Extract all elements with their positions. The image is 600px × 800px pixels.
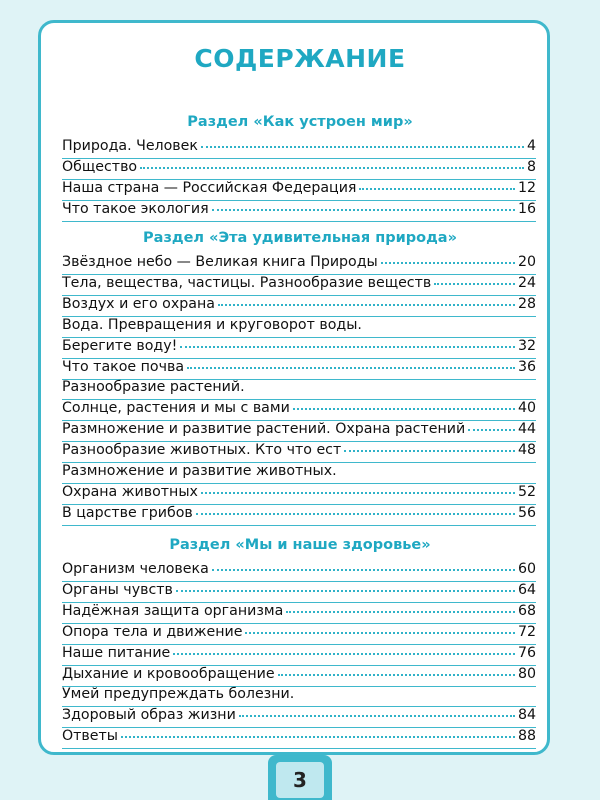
page-title: СОДЕРЖАНИЕ bbox=[194, 44, 406, 73]
toc-entry-title: Организм человека bbox=[62, 561, 209, 577]
toc-entry[interactable] bbox=[62, 582, 536, 603]
dot-leader bbox=[245, 632, 514, 634]
toc-entry-title: Размножение и развитие растений. Охрана растений bbox=[62, 421, 466, 438]
toc-entry-title: Звёздное небо — Великая книга Природы bbox=[62, 254, 378, 270]
toc-entry-page: 84 bbox=[517, 707, 536, 724]
toc-entry[interactable] bbox=[62, 359, 536, 380]
toc-entry-title: Опора тела и движение bbox=[62, 623, 243, 640]
toc-entry-title: Тела, вещества, частицы. Разнообразие веществ bbox=[62, 274, 432, 291]
toc-entry-page: 48 bbox=[517, 442, 536, 459]
toc-entry-title: Берегите воду! bbox=[62, 337, 178, 354]
toc-entry-page: 88 bbox=[517, 728, 536, 745]
toc-entry-title: Ответы bbox=[62, 728, 118, 745]
dot-leader bbox=[239, 715, 515, 717]
toc-entry[interactable] bbox=[62, 379, 536, 400]
toc-entry-title: Надёжная защита организма bbox=[62, 602, 284, 619]
toc-entry-page: 20 bbox=[517, 254, 536, 270]
toc-entry-page: 28 bbox=[517, 295, 536, 312]
dot-leader bbox=[212, 569, 515, 571]
row-divider bbox=[62, 221, 536, 222]
toc-entry-title: Размножение и развитие животных. bbox=[62, 463, 337, 479]
toc-entry-title: Дыхание и кровообращение bbox=[62, 665, 275, 682]
toc-entry[interactable] bbox=[62, 728, 536, 749]
dot-leader bbox=[278, 674, 515, 676]
toc-entry-title: Разнообразие растений. bbox=[62, 379, 245, 396]
toc-entry[interactable] bbox=[62, 505, 536, 526]
dot-leader bbox=[293, 408, 515, 410]
section-heading: Раздел «Мы и наше здоровье» bbox=[169, 537, 431, 553]
toc-entry-title: Вода. Превращения и круговорот воды. bbox=[62, 316, 362, 333]
row-divider bbox=[62, 748, 536, 749]
toc-entry-title: Воздух и его охрана bbox=[62, 295, 215, 312]
toc-entry-title: Охрана животных bbox=[62, 483, 198, 500]
page-number: 3 bbox=[276, 762, 324, 798]
toc-entry[interactable] bbox=[62, 666, 536, 687]
toc-entry[interactable] bbox=[62, 686, 536, 707]
toc-entry-title: Разнообразие животных. Кто что ест bbox=[62, 442, 342, 459]
toc-entry[interactable] bbox=[62, 442, 536, 463]
dot-leader bbox=[173, 653, 515, 655]
dot-leader bbox=[201, 146, 524, 148]
toc-entry-page: 64 bbox=[517, 581, 536, 598]
toc-entry-page: 72 bbox=[517, 623, 536, 640]
dot-leader bbox=[212, 209, 515, 211]
toc-entry-page: 16 bbox=[517, 200, 536, 217]
toc-entry-page: 32 bbox=[517, 337, 536, 354]
toc-entry-page: 4 bbox=[526, 138, 536, 154]
toc-entry-title: Что такое почва bbox=[62, 358, 185, 375]
toc-entry-page: 80 bbox=[517, 665, 536, 682]
toc-entry[interactable] bbox=[62, 421, 536, 442]
toc-entry[interactable] bbox=[62, 561, 536, 582]
toc-entry-title: Что такое экология bbox=[62, 200, 209, 217]
section-heading: Раздел «Как устроен мир» bbox=[187, 114, 413, 130]
toc-entry-page: 76 bbox=[517, 644, 536, 661]
toc-entry-title: Наша страна — Российская Федерация bbox=[62, 179, 357, 196]
toc-entry-page: 52 bbox=[517, 483, 536, 500]
toc-entry[interactable] bbox=[62, 603, 536, 624]
toc-entry[interactable] bbox=[62, 338, 536, 359]
toc-entry[interactable] bbox=[62, 159, 536, 180]
toc-entry[interactable] bbox=[62, 317, 536, 338]
dot-leader bbox=[218, 304, 515, 306]
section-heading: Раздел «Эта удивительная природа» bbox=[143, 230, 457, 246]
toc-entry[interactable] bbox=[62, 400, 536, 421]
toc-entry[interactable] bbox=[62, 645, 536, 666]
toc-entry[interactable] bbox=[62, 707, 536, 728]
toc-entry-page: 40 bbox=[517, 400, 536, 417]
toc-entry-title: В царстве грибов bbox=[62, 504, 193, 521]
dot-leader bbox=[434, 283, 515, 285]
dot-leader bbox=[381, 262, 515, 264]
dot-leader bbox=[196, 513, 515, 515]
toc-entry-title: Здоровый образ жизни bbox=[62, 707, 236, 724]
toc-entry[interactable] bbox=[62, 463, 536, 484]
toc-entry-page: 56 bbox=[517, 504, 536, 521]
toc-entry-title: Органы чувств bbox=[62, 581, 173, 598]
toc-entry-page: 68 bbox=[517, 602, 536, 619]
toc-entry[interactable] bbox=[62, 296, 536, 317]
toc-entry[interactable] bbox=[62, 275, 536, 296]
dot-leader bbox=[121, 736, 515, 738]
dot-leader bbox=[344, 450, 515, 452]
dot-leader bbox=[359, 188, 514, 190]
toc-entry-title: Природа. Человек bbox=[62, 138, 198, 154]
toc-entry-page: 12 bbox=[517, 179, 536, 196]
toc-entry-title: Наше питание bbox=[62, 644, 171, 661]
toc-entry-title: Солнце, растения и мы с вами bbox=[62, 400, 290, 417]
toc-entry[interactable] bbox=[62, 254, 536, 275]
toc-entry-page: 44 bbox=[517, 421, 536, 438]
toc-entry-page: 8 bbox=[526, 158, 536, 175]
toc-entry[interactable] bbox=[62, 138, 536, 159]
dot-leader bbox=[180, 346, 515, 348]
dot-leader bbox=[468, 429, 515, 431]
toc-entry-page: 24 bbox=[517, 274, 536, 291]
toc-entry-title: Умей предупреждать болезни. bbox=[62, 686, 295, 703]
dot-leader bbox=[187, 367, 515, 369]
row-divider bbox=[62, 525, 536, 526]
toc-entry[interactable] bbox=[62, 201, 536, 222]
dot-leader bbox=[286, 611, 515, 613]
dot-leader bbox=[176, 590, 515, 592]
toc-entry[interactable] bbox=[62, 624, 536, 645]
toc-entry[interactable] bbox=[62, 484, 536, 505]
toc-entry-title: Общество bbox=[62, 158, 138, 175]
toc-entry[interactable] bbox=[62, 180, 536, 201]
toc-entry-page: 60 bbox=[517, 561, 536, 577]
toc-entry-page: 36 bbox=[517, 358, 536, 375]
dot-leader bbox=[140, 167, 524, 169]
dot-leader bbox=[201, 492, 515, 494]
